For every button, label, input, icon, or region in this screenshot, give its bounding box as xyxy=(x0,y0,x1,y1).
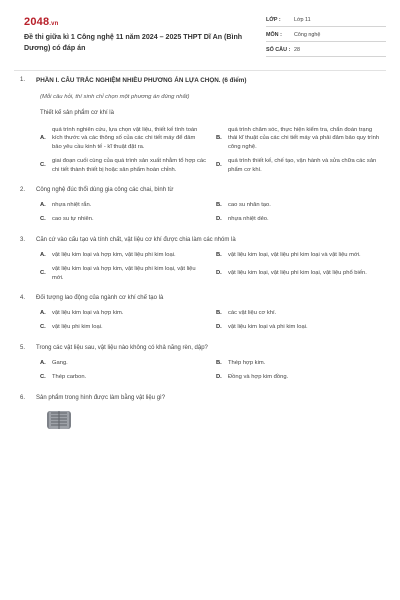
option-c[interactable] xyxy=(40,215,212,223)
question-number: 6. xyxy=(20,394,26,401)
meta-row-count xyxy=(266,44,386,57)
option-text: Gang. xyxy=(52,359,68,366)
question-text: Đối tượng lao động của ngành cơ khí chế tạo là xyxy=(36,295,164,302)
option-b[interactable] xyxy=(216,126,388,151)
question-stem xyxy=(20,187,376,193)
question-stem xyxy=(20,345,376,351)
option-text: vật liệu kim loại và phi kim loại. xyxy=(228,324,308,331)
question-number: 5. xyxy=(20,344,26,351)
option-a[interactable] xyxy=(40,201,212,209)
meta-label: LỚP : xyxy=(266,16,281,23)
option-letter: C. xyxy=(40,162,46,169)
meta-label: SỐ CÂU : xyxy=(266,46,291,53)
option-letter: C. xyxy=(40,324,46,331)
option-b[interactable] xyxy=(216,309,388,317)
option-letter: A. xyxy=(40,310,46,317)
question-1 xyxy=(20,77,380,174)
logo-suffix: .vn xyxy=(49,21,59,27)
meta-label: MÔN : xyxy=(266,31,282,38)
option-letter: D. xyxy=(216,270,222,277)
option-letter: A. xyxy=(40,202,46,209)
question-number: 4. xyxy=(20,295,26,302)
option-text: quá trình thiết kế, chế tạo, vận hành và sửa chữa các sản phẩm cơ khí. xyxy=(228,158,377,173)
option-d[interactable] xyxy=(216,157,388,174)
question-stem xyxy=(20,295,376,301)
option-c[interactable] xyxy=(40,265,212,282)
option-letter: D. xyxy=(216,216,222,223)
option-text: các vật liệu cơ khí. xyxy=(228,310,277,317)
meta-row-subject xyxy=(266,29,386,42)
question-list xyxy=(20,77,380,442)
site-logo[interactable] xyxy=(24,16,59,28)
option-c[interactable] xyxy=(40,157,212,174)
option-a[interactable] xyxy=(40,309,212,317)
question-stem xyxy=(20,237,376,243)
option-text: vật liệu kim loại và hợp kim, vật liệu phi kim loại. xyxy=(52,251,176,258)
header-divider xyxy=(14,70,386,71)
option-text: quá trình nghiên cứu, lựa chọn vật liệu, thiết kế tính toán kích thước và các thông số của các chi tiết máy để đảm bảo yêu cầu kinh tế - kĩ thuật đặt ra. xyxy=(52,127,198,150)
option-letter: A. xyxy=(40,251,46,258)
document-header xyxy=(14,10,386,58)
option-b[interactable] xyxy=(216,359,388,367)
option-d[interactable] xyxy=(216,265,388,282)
meta-value: Công nghệ xyxy=(294,31,321,38)
question-number: 3. xyxy=(20,236,26,243)
option-d[interactable] xyxy=(216,323,388,331)
logo-text: 2048 xyxy=(24,16,50,28)
option-d[interactable] xyxy=(216,373,388,381)
option-letter: C. xyxy=(40,270,46,277)
section-heading xyxy=(20,77,376,84)
option-letter: A. xyxy=(40,135,46,142)
question-number: 1. xyxy=(20,77,26,83)
answer-options xyxy=(40,201,376,224)
option-letter: B. xyxy=(216,135,222,142)
option-letter: C. xyxy=(40,374,46,381)
option-text: giai đoạn cuối cùng của quá trình sản xuất nhằm tổ hợp các chi tiết thành thiết bị hoặc sản phẩm hoàn chỉnh. xyxy=(52,158,206,173)
section-note: (Mỗi câu hỏi, thí sinh chỉ chọn một phương án đúng nhất) xyxy=(40,94,190,100)
question-2 xyxy=(20,187,376,224)
option-letter: B. xyxy=(216,251,222,258)
question-text: Công nghệ đúc thổi dùng gia công các chai, bình từ xyxy=(36,187,174,194)
option-c[interactable] xyxy=(40,373,212,381)
meta-value: Lớp 11 xyxy=(294,16,311,23)
option-letter: C. xyxy=(40,216,46,223)
option-text: Đồng và hợp kim đồng. xyxy=(228,374,289,381)
answer-options xyxy=(40,251,376,282)
section-title: PHẦN I. CÂU TRẮC NGHIỆM NHIỀU PHƯƠNG ÁN LỰA CHỌN. (6 điểm) xyxy=(36,77,247,84)
question-text: Căn cứ vào cấu tạo và tính chất, vật liệu cơ khí được chia làm các nhóm là xyxy=(36,236,236,243)
option-a[interactable] xyxy=(40,251,212,259)
document-meta xyxy=(266,14,386,59)
option-text: nhựa nhiệt dẻo. xyxy=(228,216,269,223)
option-letter: D. xyxy=(216,374,222,381)
option-letter: D. xyxy=(216,324,222,331)
option-text: vật liệu kim loại, vật liệu phi kim loại, vật liệu phổ biến. xyxy=(228,270,367,277)
answer-options xyxy=(40,309,376,332)
meta-value: 28 xyxy=(294,46,300,53)
option-d[interactable] xyxy=(216,215,388,223)
question-stem: Thiết kế sản phẩm cơ khí là xyxy=(40,110,114,116)
question-stem xyxy=(20,395,376,401)
option-text: quá trình chăm sóc, thực hiện kiểm tra, chẩn đoán trạng thái kĩ thuật của các chi tiết máy và phải đảm bảo quy trình công nghệ. xyxy=(228,127,380,150)
option-a[interactable] xyxy=(40,359,212,367)
question-text: Trong các vật liệu sau, vật liệu nào không có khả năng rèn, dập? xyxy=(36,344,208,351)
option-text: vật liệu kim loại và hợp kim. xyxy=(52,310,124,317)
option-text: Thép hợp kim. xyxy=(228,359,266,366)
answer-options xyxy=(40,126,380,174)
option-a[interactable] xyxy=(40,126,212,151)
question-text: Sản phẩm trong hình được làm bằng vật liệu gì? xyxy=(36,394,166,401)
page-title: Đề thi giữa kì 1 Công nghệ 11 năm 2024 – 2025 THPT Dĩ An (Bình Dương) có đáp án xyxy=(24,33,243,52)
option-text: vật liệu kim loại và hợp kim, vật liệu phi kim loại, vật liệu mới. xyxy=(52,266,196,281)
option-b[interactable] xyxy=(216,201,388,209)
option-text: cao su nhân tạo. xyxy=(228,202,271,209)
option-text: nhựa nhiệt rắn. xyxy=(52,202,92,209)
question-4 xyxy=(20,295,376,332)
option-letter: B. xyxy=(216,310,222,317)
option-letter: A. xyxy=(40,359,46,366)
option-letter: B. xyxy=(216,359,222,366)
tire-icon xyxy=(46,409,72,429)
meta-row-class xyxy=(266,14,386,27)
option-text: vật liệu kim loại, vật liệu phi kim loại và vật liệu mới. xyxy=(228,251,361,258)
question-6 xyxy=(20,395,376,429)
question-5 xyxy=(20,345,376,382)
option-b[interactable] xyxy=(216,251,388,259)
question-number: 2. xyxy=(20,187,26,194)
option-letter: B. xyxy=(216,202,222,209)
answer-options xyxy=(40,359,376,382)
tire-graphic xyxy=(46,409,72,429)
option-c[interactable] xyxy=(40,323,212,331)
question-3 xyxy=(20,237,376,282)
option-text: vật liệu phi kim loại. xyxy=(52,324,103,331)
option-letter: D. xyxy=(216,162,222,169)
option-text: cao su tự nhiên. xyxy=(52,216,94,223)
option-text: Thép carbon. xyxy=(52,374,87,381)
